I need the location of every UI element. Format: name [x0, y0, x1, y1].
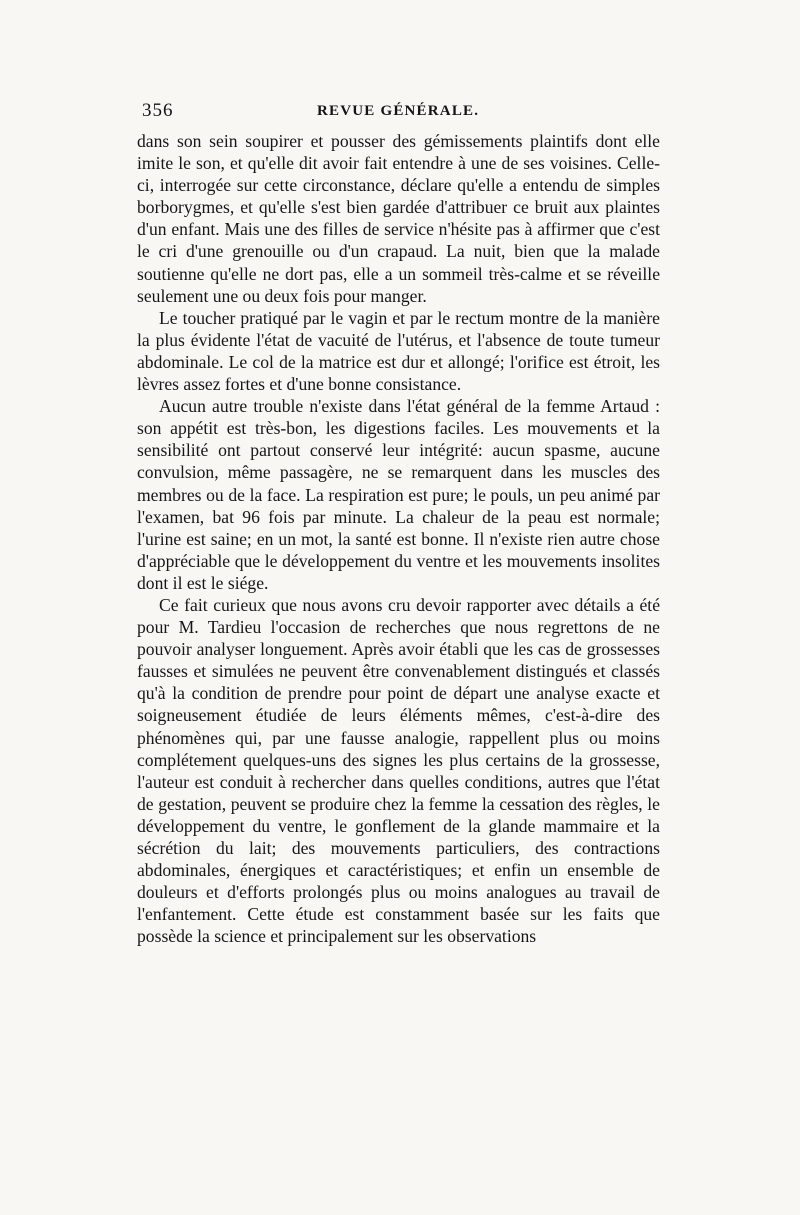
page-number: 356	[142, 100, 174, 121]
paragraph: dans son sein soupirer et pousser des gémissements plaintifs dont elle imite le son, et qu'elle dit avoir fait entendre à une de ses voisines. Celle-ci, interrogée sur cette circonstance, déclare qu'elle a entendu de simples borborygmes, et qu'elle s'est bien gardée d'attribuer ce bruit aux plaintes d'un enfant. Mais une des filles de service n'hésite pas à affirmer que c'est le cri d'une grenouille ou d'un crapaud. La nuit, bien que la malade soutienne qu'elle ne dort pas, elle a un sommeil très-calme et se réveille seulement une ou deux fois pour manger.	[137, 131, 660, 306]
paragraph: Le toucher pratiqué par le vagin et par le rectum montre de la manière la plus évidente l'état de vacuité de l'utérus, et l'absence de toute tumeur abdominale. Le col de la matrice est dur et allongé; l'orifice est étroit, les lèvres assez fortes et d'une bonne consistance.	[137, 307, 660, 395]
running-head: REVUE GÉNÉRALE.	[317, 103, 480, 119]
paragraph: Aucun autre trouble n'existe dans l'état général de la femme Artaud : son appétit est très-bon, les digestions faciles. Les mouvements et la sensibilité ont partout conservé leur intégrité: aucun spasme, aucune convulsion, même passagère, ne se remarquent dans les muscles des membres ou de la face. La respiration est pure; le pouls, un peu animé par l'examen, bat 96 fois par minute. La chaleur de la peau est normale; l'urine est saine; en un mot, la santé est bonne. Il n'existe rien autre chose d'appréciable que le développement du ventre et les mouvements insolites dont il est le siége.	[137, 396, 660, 593]
body-text	[137, 130, 660, 947]
paragraph: Ce fait curieux que nous avons cru devoir rapporter avec détails a été pour M. Tardieu l'occasion de recherches que nous regrettons de ne pouvoir analyser longuement. Après avoir établi que les cas de grossesses fausses et simulées ne peuvent être convenablement distingués et classés qu'à la condition de prendre pour point de départ une analyse exacte et soigneusement étudiée de leurs éléments mêmes, c'est-à-dire des phénomènes qui, par une fausse analogie, rappellent plus ou moins complétement quelques-uns des signes les plus certains de la grossesse, l'auteur est conduit à rechercher dans quelles conditions, autres que l'état de gestation, peuvent se produire chez la femme la cessation des règles, le développement du ventre, le gonflement de la glande mammaire et la sécrétion du lait; des mouvements particuliers, des contractions abdominales, énergiques et caractéristiques; et enfin un ensemble de douleurs et d'efforts prolongés plus ou moins analogues au travail de l'enfantement. Cette étude est constamment basée sur les faits que possède la science et principalement sur les observations	[137, 594, 660, 947]
page-header	[142, 100, 662, 126]
